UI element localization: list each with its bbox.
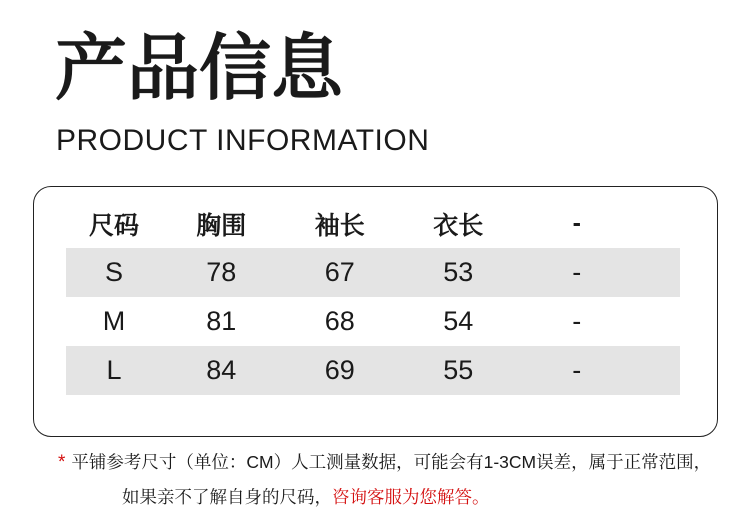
cell-bust: 78 [206, 257, 237, 287]
size-chart-header-row [66, 199, 680, 248]
footnote-line2-text: 如果亲不了解自身的尺码， [122, 487, 332, 507]
cell-bust: 84 [206, 355, 237, 385]
size-chart-table [33, 186, 718, 437]
cell-size: S [104, 257, 123, 287]
footnote-line-1 [58, 445, 711, 480]
table-row-size-m [66, 297, 680, 346]
cell-length: 53 [443, 257, 474, 287]
cell-length: 55 [443, 355, 474, 385]
column-header-sleeve: 袖长 [314, 211, 365, 240]
cell-extra: - [572, 355, 582, 385]
cell-sleeve: 69 [324, 355, 355, 385]
cell-size: L [106, 355, 122, 385]
asterisk-mark: * [58, 452, 66, 473]
page-subtitle: PRODUCT INFORMATION [56, 124, 430, 157]
cell-length: 54 [443, 306, 474, 336]
column-header-size: 尺码 [88, 211, 139, 240]
footnote-contact-service-text: 咨询客服为您解答。 [332, 487, 490, 507]
table-row-size-l [66, 346, 680, 395]
cell-sleeve: 68 [324, 306, 355, 336]
cell-extra: - [572, 306, 582, 336]
page-title: 产品信息 [55, 29, 344, 109]
footnote-line-2 [122, 480, 711, 515]
cell-extra: - [572, 257, 582, 287]
table-row-size-s [66, 248, 680, 297]
column-header-length: 衣长 [433, 211, 484, 240]
column-header-extra: - [572, 209, 581, 237]
measurement-footnote [58, 445, 711, 515]
column-header-bust: 胸围 [196, 211, 247, 240]
cell-size: M [102, 306, 126, 336]
footnote-line1-text: 平铺参考尺寸（单位：CM）人工测量数据，可能会有1-3CM误差，属于正常范围， [71, 452, 712, 472]
cell-sleeve: 67 [324, 257, 355, 287]
cell-bust: 81 [206, 306, 237, 336]
